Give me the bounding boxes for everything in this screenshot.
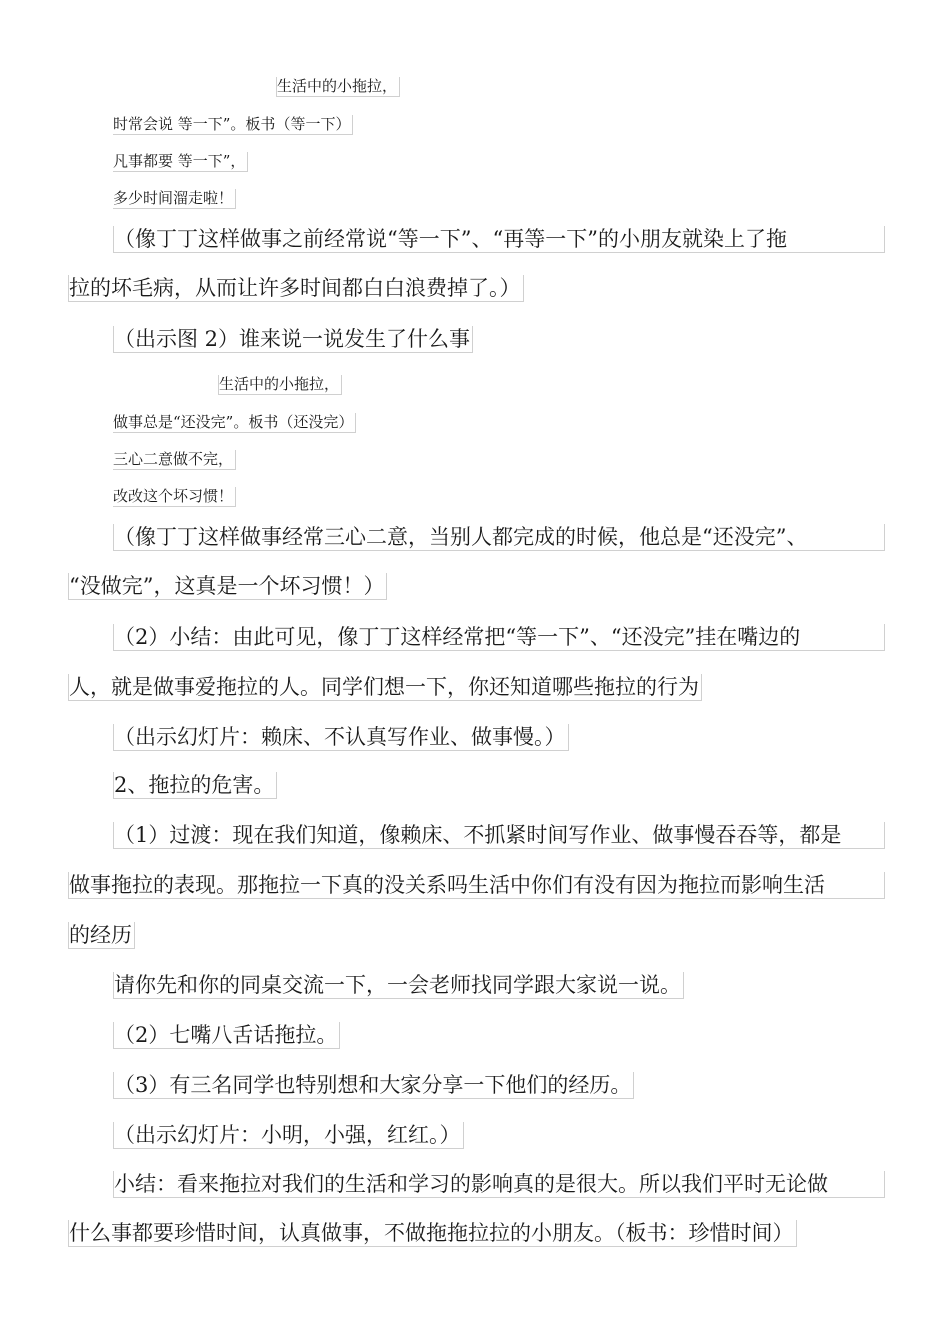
poem2-line4: 改改这个坏习惯！ <box>113 487 236 507</box>
talk-activity: （2）七嘴八舌话拖拉。 <box>113 1022 340 1049</box>
para2-line2: “没做完”，这真是一个坏习惯！） <box>68 573 387 600</box>
para1-line2: 拉的坏毛病，从而让许多时间都白白浪费掉了。） <box>68 275 524 302</box>
poem2-line3: 三心二意做不完， <box>113 450 236 470</box>
summary2-line1: 小结：看来拖拉对我们的生活和学习的影响真的是很大。所以我们平时无论做 <box>113 1171 885 1198</box>
share-activity: （3）有三名同学也特别想和大家分享一下他们的经历。 <box>113 1072 634 1099</box>
para1-line1: （像丁丁这样做事之前经常说“等一下”、“再等一下”的小朋友就染上了拖 <box>113 226 885 253</box>
transition-line2: 做事拖拉的表现。那拖拉一下真的没关系吗生活中你们有没有因为拖拉而影响生活 <box>68 872 885 899</box>
summary1-line2: 人，就是做事爱拖拉的人。同学们想一下，你还知道哪些拖拉的行为 <box>68 674 702 701</box>
slide2-note: （出示幻灯片：小明，小强，红红。） <box>113 1122 464 1149</box>
section2-title: 2、拖拉的危害。 <box>113 772 277 799</box>
poem1-line4: 多少时间溜走啦！ <box>113 189 236 209</box>
discuss-instruction: 请你先和你的同桌交流一下，一会老师找同学跟大家说一说。 <box>113 972 684 999</box>
poem1-line2: 时常会说 等一下”。板书（等一下） <box>113 115 353 135</box>
show-figure2: （出示图 2）谁来说一说发生了什么事 <box>113 326 473 353</box>
poem2-line1: 生活中的小拖拉， <box>218 375 342 395</box>
poem1-line3: 凡事都要 等一下”， <box>113 152 248 172</box>
poem1-line1: 生活中的小拖拉， <box>276 77 400 97</box>
summary1-line1: （2）小结：由此可见，像丁丁这样经常把“等一下”、“还没完”挂在嘴边的 <box>113 624 885 651</box>
slide1-note: （出示幻灯片：赖床、不认真写作业、做事慢。） <box>113 724 569 751</box>
transition-line1: （1）过渡：现在我们知道，像赖床、不抓紧时间写作业、做事慢吞吞等，都是 <box>113 822 885 849</box>
para2-line1: （像丁丁这样做事经常三心二意，当别人都完成的时候，他总是“还没完”、 <box>113 524 885 551</box>
summary2-line2: 什么事都要珍惜时间，认真做事，不做拖拖拉拉的小朋友。（板书：珍惜时间） <box>68 1220 797 1247</box>
transition-line3: 的经历 <box>68 922 135 949</box>
poem2-line2: 做事总是“还没完”。板书（还没完） <box>113 413 356 433</box>
